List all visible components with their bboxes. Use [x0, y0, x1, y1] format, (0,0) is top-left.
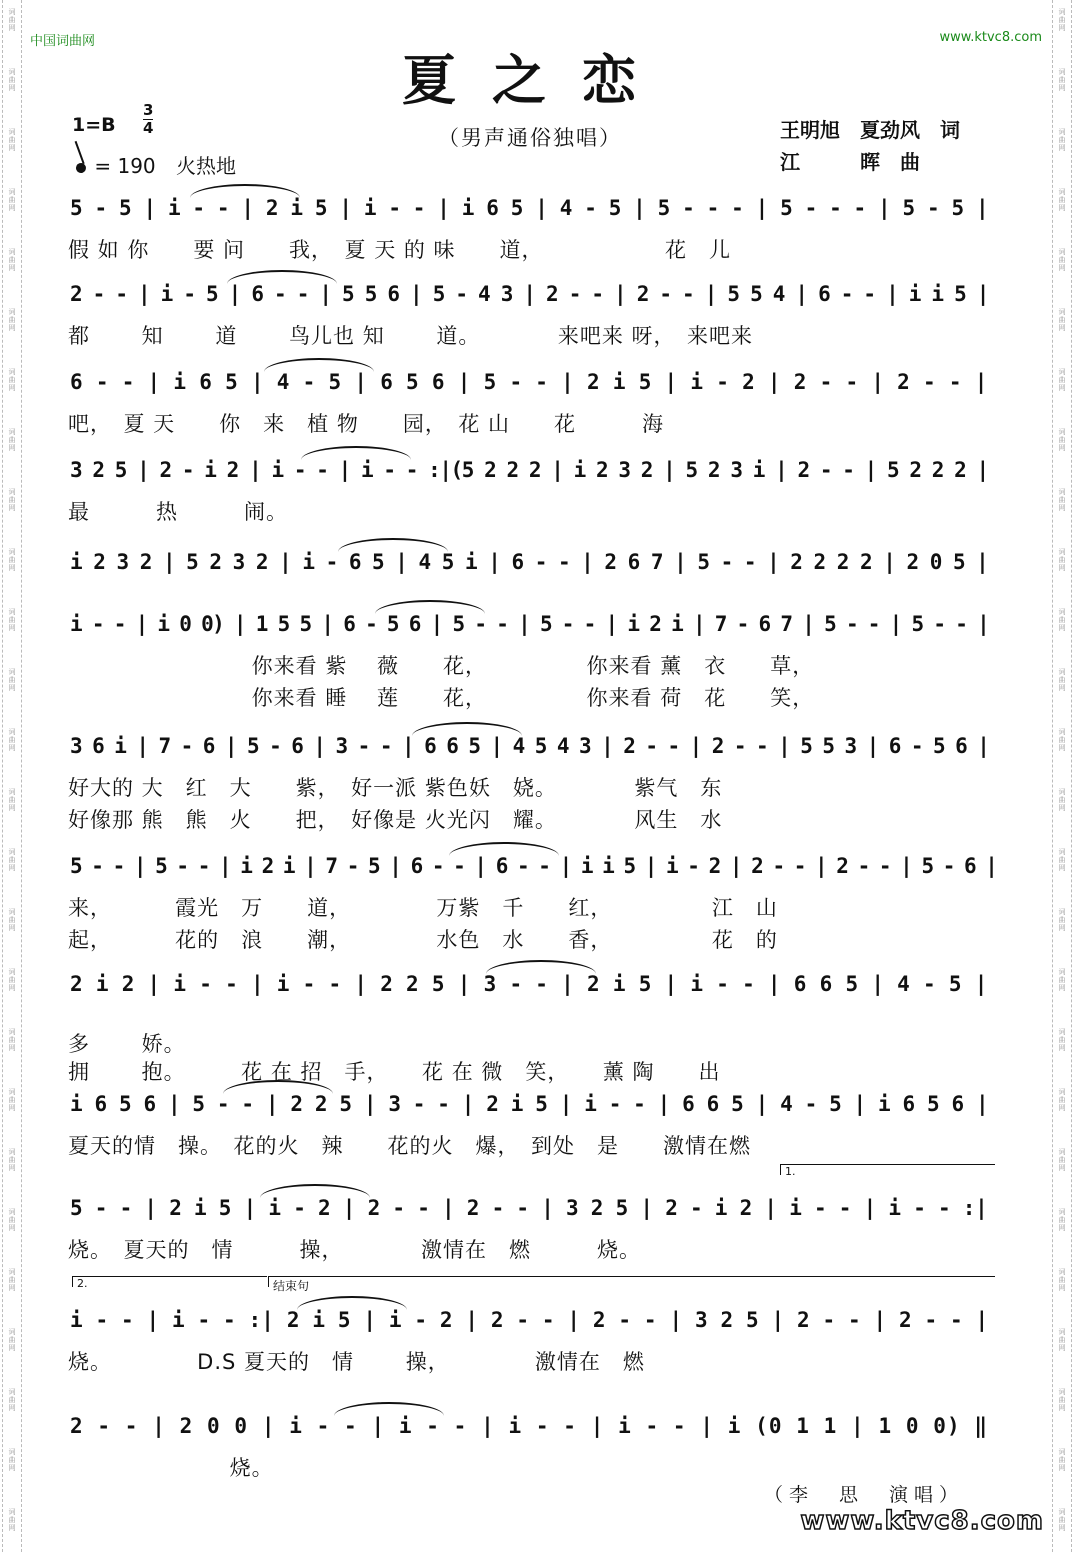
notation-line: 2 i 2 | i - - | i - - | 2 2 5 | 3 - - | 2 i 5 | i - - | 6 6 5 | 4 - 5 |	[70, 972, 988, 996]
notation-system	[70, 1298, 992, 1342]
slur-mark	[412, 722, 522, 736]
lyric-line: 多 娇。	[68, 1032, 186, 1056]
lyric-line: 起， 花的 浪 潮， 水色 水 香， 花 的	[68, 928, 778, 952]
watermark-text: 词 曲 网	[1058, 68, 1066, 92]
logo-text: www.ktvc8.com	[800, 1506, 1044, 1536]
genre-label: （男声通俗独唱）	[438, 126, 622, 150]
watermark-text: 词 曲 网	[8, 1208, 16, 1232]
watermark-text: 词 曲 网	[1058, 1148, 1066, 1172]
time-signature	[143, 102, 153, 137]
lyric-line: 夏天的情 操。 花的火 辣 花的火 爆， 到处 是 激情在燃	[68, 1134, 751, 1158]
lyric-line: 好大的 大 红 大 紫， 好一派 紫色妖 娆。 紫气 东	[68, 776, 723, 800]
notation-system	[70, 602, 992, 646]
tempo-value: = 190	[94, 154, 156, 178]
notation-line: i 2 3 2 | 5 2 3 2 | i - 6 5 | 4 5 i | 6 - - | 2 6 7 | 5 - - | 2 2 2 2 | 2 0 5 |	[70, 550, 988, 574]
notation-system	[70, 272, 992, 316]
lyric-line: 你来看 睡 莲 花， 你来看 荷 花 笑，	[68, 686, 815, 710]
lyric-line: 都 知 道 鸟儿也 知 道。 来吧来 呀， 来吧来	[68, 324, 754, 348]
tempo-word: 火热地	[176, 154, 237, 178]
watermark-text: 词 曲 网	[1058, 1208, 1066, 1232]
watermark-text: 词 曲 网	[8, 1388, 16, 1412]
right-watermark-strip	[1052, 0, 1072, 1552]
notation-line: 2 - - | i - 5 | 6 - - | 5 5 6 | 5 - 4 3 | 2 - - | 2 - - | 5 5 4 | 6 - - | i i 5 |	[70, 282, 989, 306]
watermark-text: 词 曲 网	[1058, 1508, 1066, 1532]
volta-2: 2.	[72, 1276, 267, 1287]
watermark-text: 词 曲 网	[8, 548, 16, 572]
watermark-text: 词 曲 网	[1058, 128, 1066, 152]
watermark-text: 词 曲 网	[1058, 1028, 1066, 1052]
watermark-text: 词 曲 网	[8, 428, 16, 452]
watermark-text: 词 曲 网	[1058, 428, 1066, 452]
notation-system	[70, 540, 992, 584]
performer-credit: （李 思 演唱）	[763, 1484, 964, 1506]
watermark-text: 词 曲 网	[1058, 8, 1066, 32]
watermark-text: 词 曲 网	[8, 1328, 16, 1352]
watermark-text: 词 曲 网	[8, 488, 16, 512]
meter-bottom: 4	[143, 119, 154, 137]
key-signature: 1=B	[72, 114, 116, 136]
notation-line: i - - | i 0 0) | 1 5 5 | 6 - 5 6 | 5 - - | 5 - - | i 2 i | 7 - 6 7 | 5 - - | 5 - - |	[70, 612, 989, 636]
watermark-text: 词 曲 网	[1058, 488, 1066, 512]
lyric-line: 吧， 夏 天 你 来 植 物 园， 花 山 花 海	[68, 412, 665, 436]
slur-mark	[449, 842, 559, 856]
slur-mark	[486, 960, 596, 974]
lyric-line: 假 如 你 要 问 我， 夏 天 的 味 道， 花 儿	[68, 238, 732, 262]
watermark-text: 词 曲 网	[8, 1268, 16, 1292]
site-url-right[interactable]: www.ktvc8.com	[939, 30, 1042, 45]
notation-line: 3 6 i | 7 - 6 | 5 - 6 | 3 - - | 6 6 5 | 4 5 4 3 | 2 - - | 2 - - | 5 5 3 | 6 - 5 6 |	[70, 734, 989, 758]
watermark-text: 词 曲 网	[1058, 1448, 1066, 1472]
watermark-text: 词 曲 网	[1058, 728, 1066, 752]
tempo-marking	[76, 150, 236, 179]
composer-credit: 江 晖 曲	[780, 150, 920, 174]
lyric-line: 你来看 紫 薇 花， 你来看 薰 衣 草，	[68, 654, 815, 678]
lyric-line: 好像那 熊 熊 火 把， 好像是 火光闪 耀。 风生 水	[68, 808, 723, 832]
volta-1: 1.	[780, 1164, 995, 1175]
lyric-line: 烧。	[68, 1456, 274, 1480]
watermark-text: 词 曲 网	[8, 368, 16, 392]
notation-system	[70, 1186, 992, 1230]
lyric-line: 烧。 夏天的 情 操， 激情在 燃 烧。	[68, 1238, 641, 1262]
watermark-text: 词 曲 网	[1058, 788, 1066, 812]
lyric-line: 来， 霞光 万 道， 万紫 千 红， 江 山	[68, 896, 778, 920]
notation-line: 3 2 5 | 2 - i 2 | i - - | i - - :|(5 2 2 2 | i 2 3 2 | 5 2 3 i | 2 - - | 5 2 2 2 |	[70, 458, 988, 482]
slur-mark	[227, 270, 337, 284]
watermark-text: 词 曲 网	[1058, 1388, 1066, 1412]
slur-mark	[297, 1296, 407, 1310]
lyricist-credit: 王明旭 夏劲风 词	[780, 118, 960, 142]
slur-mark	[260, 1184, 370, 1198]
watermark-text: 词 曲 网	[1058, 1328, 1066, 1352]
watermark-text: 词 曲 网	[8, 188, 16, 212]
lyric-line: 最 热 闹。	[68, 500, 288, 524]
meter-top: 3	[143, 101, 154, 119]
watermark-text: 词 曲 网	[8, 788, 16, 812]
notation-system	[70, 1082, 992, 1126]
notation-line: 5 - - | 5 - - | i 2 i | 7 - 5 | 6 - - | 6 - - | i i 5 | i - 2 | 2 - - | 2 - - | 5 - 6 |	[70, 854, 996, 878]
site-logo[interactable]	[800, 1506, 1044, 1536]
watermark-text: 词 曲 网	[1058, 308, 1066, 332]
notation-system	[70, 724, 992, 768]
watermark-text: 词 曲 网	[8, 668, 16, 692]
slur-mark	[334, 1402, 444, 1416]
quarter-note-icon	[75, 162, 88, 175]
watermark-text: 词 曲 网	[8, 1508, 16, 1532]
watermark-text: 词 曲 网	[1058, 1268, 1066, 1292]
watermark-text: 词 曲 网	[8, 248, 16, 272]
ending-label: 结束句	[268, 1276, 995, 1287]
watermark-text: 词 曲 网	[1058, 908, 1066, 932]
watermark-text: 词 曲 网	[1058, 848, 1066, 872]
notation-system	[70, 448, 992, 492]
slur-mark	[264, 358, 374, 372]
lyric-line: 拥 抱。 花 在 招 手， 花 在 微 笑， 薰 陶 出	[68, 1060, 721, 1084]
watermark-text: 词 曲 网	[1058, 668, 1066, 692]
slur-mark	[375, 600, 485, 614]
watermark-text: 词 曲 网	[8, 1088, 16, 1112]
watermark-text: 词 曲 网	[8, 8, 16, 32]
notation-line: i - - | i - - :| 2 i 5 | i - 2 | 2 - - | 2 - - | 3 2 5 | 2 - - | 2 - - |	[70, 1308, 989, 1332]
watermark-text: 词 曲 网	[8, 1148, 16, 1172]
watermark-text: 词 曲 网	[8, 1448, 16, 1472]
watermark-text: 词 曲 网	[8, 308, 16, 332]
watermark-text: 词 曲 网	[1058, 188, 1066, 212]
watermark-text: 词 曲 网	[1058, 248, 1066, 272]
watermark-text: 词 曲 网	[8, 848, 16, 872]
watermark-text: 词 曲 网	[8, 728, 16, 752]
song-title: 夏之恋	[402, 48, 672, 112]
left-watermark-strip	[2, 0, 22, 1552]
watermark-text: 词 曲 网	[8, 968, 16, 992]
watermark-text: 词 曲 网	[8, 1028, 16, 1052]
notation-system	[70, 360, 992, 404]
notation-system	[70, 962, 992, 1006]
watermark-text: 词 曲 网	[8, 68, 16, 92]
notation-system	[70, 844, 996, 888]
notation-line: 5 - - | 2 i 5 | i - 2 | 2 - - | 2 - - | 3 2 5 | 2 - i 2 | i - - | i - - :|	[70, 1196, 988, 1220]
slur-mark	[301, 446, 411, 460]
slur-mark	[190, 184, 300, 198]
notation-line: 6 - - | i 6 5 | 4 - 5 | 6 5 6 | 5 - - | 2 i 5 | i - 2 | 2 - - | 2 - - |	[70, 370, 988, 394]
watermark-text: 词 曲 网	[1058, 368, 1066, 392]
watermark-text: 词 曲 网	[8, 128, 16, 152]
slur-mark	[223, 1080, 333, 1094]
notation-system	[70, 1404, 992, 1448]
notation-line: 5 - 5 | i - - | 2 i 5 | i - - | i 6 5 | 4 - 5 | 5 - - - | 5 - - - | 5 - 5 |	[70, 196, 989, 220]
notation-line: 2 - - | 2 0 0 | i - - | i - - | i - - | i - - | i (0 1 1 | 1 0 0) ‖	[70, 1414, 989, 1438]
watermark-text: 词 曲 网	[1058, 1088, 1066, 1112]
watermark-text: 词 曲 网	[1058, 608, 1066, 632]
watermark-text: 词 曲 网	[1058, 968, 1066, 992]
site-name-left[interactable]: 中国词曲网	[30, 34, 96, 49]
notation-system	[70, 186, 992, 230]
watermark-text: 词 曲 网	[8, 908, 16, 932]
notation-line: i 6 5 6 | 5 - - | 2 2 5 | 3 - - | 2 i 5 | i - - | 6 6 5 | 4 - 5 | i 6 5 6 |	[70, 1092, 989, 1116]
watermark-text: 词 曲 网	[8, 608, 16, 632]
lyric-line: 烧。 D.S 夏天的 情 操， 激情在 燃	[68, 1350, 645, 1374]
slur-mark	[338, 538, 448, 552]
watermark-text: 词 曲 网	[1058, 548, 1066, 572]
